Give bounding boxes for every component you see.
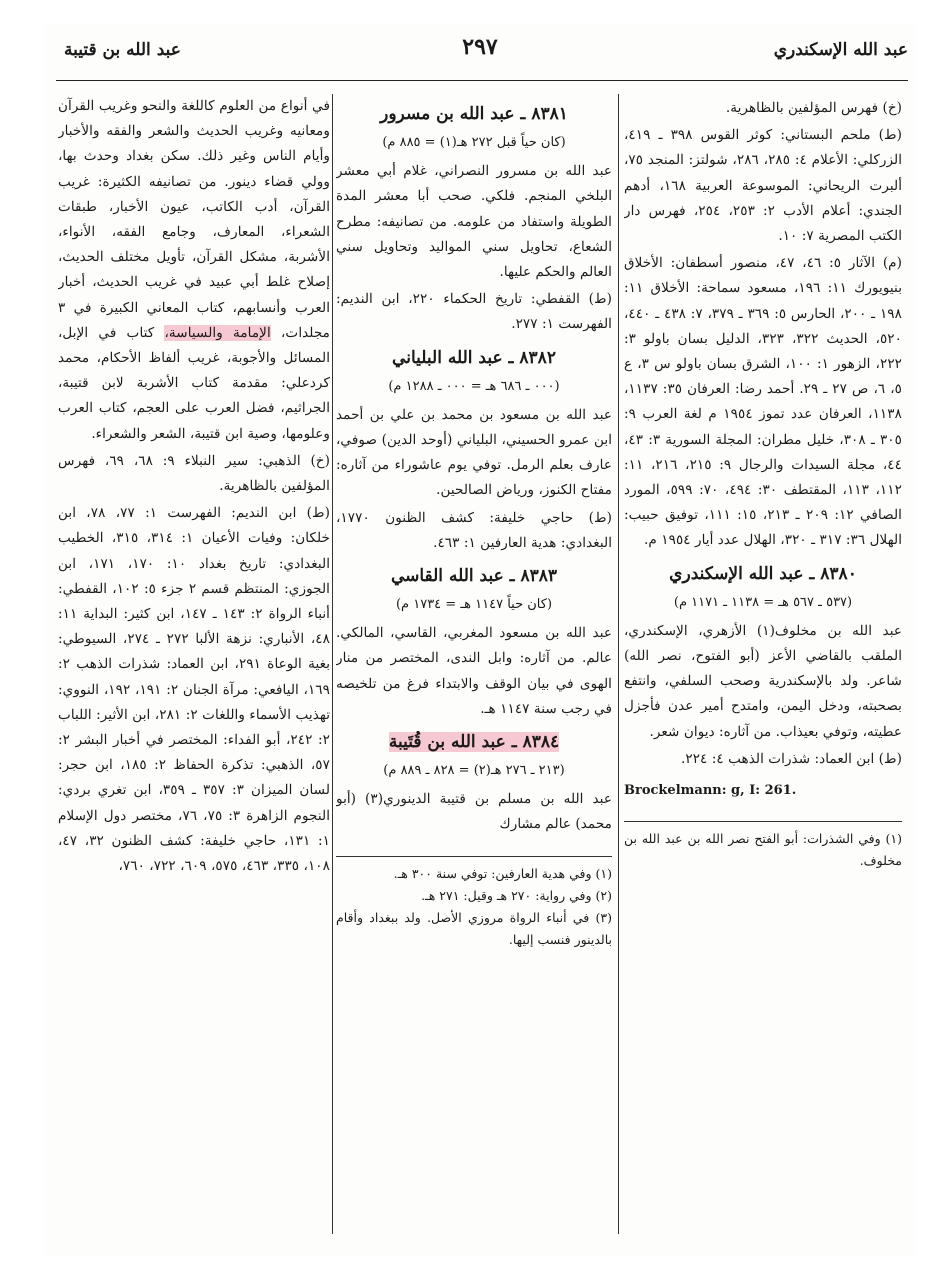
entry-title-8384	[336, 728, 612, 756]
entry-dates-8384: (٢١٣ ـ ٢٧٦ هـ(٢) = ٨٢٨ ـ ٨٨٩ م)	[383, 763, 565, 779]
entry-dates-8383: (كان حياً ١١٤٧ هـ = ١٧٣٤ م)	[395, 597, 553, 613]
column-left	[58, 94, 330, 1234]
footnote: (١) وفي هدية العارفين: توفي سنة ٣٠٠ هـ.	[393, 865, 612, 881]
entry-dates-8382: (٠٠٠ ـ ٦٨٦ هـ = ٠٠٠ ـ ١٢٨٨ م)	[388, 378, 560, 394]
header-rule	[56, 80, 908, 81]
column-middle	[336, 94, 612, 1234]
running-head-right: عبد الله الإسكندري	[773, 40, 908, 60]
reference-line: (ط) ملحم البستاني: كوثر القوس ٣٩٨ ـ ٤١٩، الزركلي: الأعلام ٤: ٢٨٥، ٢٨٦، شولتز: المنجد ٧٥، ألبرت الريحاني: الموسوعة العربية ١٦٨، أدهم الجندي: أعلام الأدب ٢: ٢٥٣، ٢٥٤، فهرس دار الكتب المصرية ٧: ١٠.	[624, 127, 902, 245]
entry-title-8380: ٨٣٨٠ ـ عبد الله الإسكندري	[669, 563, 857, 584]
page-number: ٢٩٧	[462, 34, 498, 60]
entry-body-8380: عبد الله بن مخلوف(١) الأزهري، الإسكندري، الملقب بالقاضي الأعز (أبو الفتوح، نصر الله) شاعر. ولد بالإسكندرية وصحب السلفي، وانتفع بصحبته، ودخل اليمن، وامتدح أمير عدن فأجزل عطيته، وتوفي بعيذاب. من آثاره: ديوان شعر.	[624, 622, 902, 740]
reference-line: (ط) حاجي خليفة: كشف الظنون ١٧٧٠، البغدادي: هدية العارفين ١: ٤٦٣.	[336, 509, 612, 551]
entry-title-8382: ٨٣٨٢ ـ عبد الله البلياني	[392, 347, 556, 368]
footnote: (١) وفي الشذرات: أبو الفتح نصر الله بن عبد الله بن مخلوف.	[624, 821, 902, 872]
entry-body-8382: عبد الله بن مسعود بن محمد بن علي بن أحمد ابن عمرو الحسيني، البلياني (أوحد الدين) صوفي، عارف بعلم الرمل. توفي يوم عاشوراء من آثاره: مفتاح الكنوز، ورياض الصالحين.	[336, 406, 612, 499]
footnote: (٢) وفي رواية: ٢٧٠ هـ وقيل: ٢٧١ هـ.	[421, 887, 612, 903]
column-divider	[618, 94, 619, 1234]
footnote: (٣) في أنباء الرواة مروزي الأصل. ولد ببغداد وأقام بالدينور فنسب إليها.	[336, 909, 612, 947]
body-text: كتاب في الإبل، المسائل والأجوبة، غريب ألفاظ الأحكام، محمد كردعلي: مقدمة كتاب الأشربة لابن قتيبة، الجراثيم، فضل العرب على العجم، كتاب العرب وعلومها، وصية ابن قتيبة، الشعر والشعراء.	[58, 324, 330, 442]
dictionary-page	[44, 24, 916, 1256]
running-head-left: عبد الله بن قتيبة	[64, 40, 181, 60]
column-right	[624, 94, 902, 1234]
reference-line: (ط) ابن النديم: الفهرست ١: ٧٧، ٧٨، ابن خلكان: وفيات الأعيان ١: ٣١٤، ٣١٥، الخطيب البغدادي: تاريخ بغداد ١٠: ١٧٠، ١٧١، ابن الجوزي: المنتظم قسم ٢ جزء ٥: ١٠٢، القفطي: أنباء الرواة ٢: ١٤٣ ـ ١٤٧، ابن كثير: البداية ١١: ٤٨، الأنباري: نزهة الألبا ٢٧٢ ـ ٢٧٤، السيوطي: بغية الوعاة ٢٩١، ابن العماد: شذرات الذهب ٢: ١٦٩، اليافعي: مرآة الجنان ٢: ١٩١، ١٩٢، النووي: تهذيب الأسماء واللغات ٢: ٢٨١، ابن الأثير: اللباب ٢: ٢٤٢، أبو الفداء: المختصر في أخبار البشر ٢: ٥٧، الذهبي: تذكرة الحفاظ ٢: ١٨٥، ابن حجر: لسان الميزان ٣: ٣٥٧ ـ ٣٥٩، ابن تغري بردي: النجوم الزاهرة ٣: ٧٥، ٧٦، مختصر دول الإسلام ١: ١٣١، حاجي خليفة: كشف الظنون ٣٢، ٤٧، ١٠٨، ٣٣٥، ٤٦٣، ٥٧٥، ٦٠٩، ٧٢٢، ٧٦٠،	[58, 505, 330, 875]
reference-line: (ط) القفطي: تاريخ الحكماء ٢٢٠، ابن النديم: الفهرست ١: ٢٧٧.	[336, 291, 612, 333]
column-divider	[332, 94, 333, 1234]
reference-line: (خ) الذهبي: سير النبلاء ٩: ٦٨، ٦٩، فهرس المؤلفين بالظاهرية.	[58, 452, 330, 495]
entry-body-8384-cont	[58, 94, 330, 447]
latin-reference: Brockelmann: g, I: 261.	[624, 783, 797, 799]
entry-dates-8380: (٥٣٧ ـ ٥٦٧ هـ = ١١٣٨ ـ ١١٧١ م)	[673, 594, 853, 610]
entry-title-8381: ٨٣٨١ ـ عبد الله بن مسرور	[380, 104, 568, 124]
entry-body-8381: عبد الله بن مسرور النصراني، غلام أبي معشر البلخي المنجم. فلكي. صحب أبا معشر المدة الطويلة واستفاد من علومه. من تصانيفه: مطرح الشعاع، تحاويل سني المواليد وتحاويل سني العالم والحكم عليها.	[336, 163, 612, 281]
reference-line: (خ) فهرس المؤلفين بالظاهرية.	[725, 100, 902, 116]
highlighted-title: ٨٣٨٤ ـ عبد الله بن قُتَيبة	[388, 732, 560, 753]
entry-body-8384: عبد الله بن مسلم بن قتيبة الدينوري(٣) (أبو محمد) عالم مشارك	[336, 791, 612, 833]
body-text: في أنواع من العلوم كاللغة والنحو وغريب القرآن ومعانيه وغريب الحديث والشعر والفقه والأخبار وأيام الناس وغير ذلك. سكن بغداد وحدث بها، وولي قضاء دينور. من تصانيفه الكثيرة: غريب القرآن، أدب الكاتب، عيون الأخبار، طبقات الشعراء، المعارف، وجامع الفقه، الأنواء، الأشربة، مشكل القرآن، تأويل مختلف الحديث، إصلاح غلط أبي عبيد في غريب الحديث، أخبار العرب وأنسابهم، كتاب المعاني الكبيرة في ٣ مجلدات،	[58, 98, 330, 341]
reference-line: (م) الآثار ٥: ٤٦، ٤٧، منصور أسطفان: الأخلاق بنيويورك ١١: ١٩٦، مسعود سماحة: الأخلاق ١١: ١٩٨ ـ ٢٠٠، الحارس ٥: ٣٦٩ ـ ٣٧٩، ٧: ٤٣٨ ـ ٤٤٠، ٥٢٠، الحديث ٣٢٢، ٣٢٣، الدليل بسان باولو ٣: ٢٢٢، الزهور ١: ١٠٠، الشرق بسان باولو س ٣، ع ٥، ٦، ص ٢٧ ـ ٢٩. أحمد رضا: العرفان ٣٥: ١١٣٧، ١١٣٨، العرفان عدد تموز ١٩٥٤ م لغة العرب ٩: ٣٠٥ ـ ٣٠٨، خليل مطران: المجلة السورية ٣: ٤٣، ٤٤، مجلة السيدات والرجال ٩: ٢١٥، ٢١٦، ١١: ١١٢، ١١٣، المقتطف ٣٠: ٤٩٤، ٧٠: ٥٩٩، المورد الصافي ١٢: ٢٠٩ ـ ٢١٣، ١٥: ١١١، توفيق حبيب: الهلال ٣٦: ٣١٧ ـ ٣٢٠، الهلال عدد أيار ١٩٥٤ م.	[624, 255, 902, 549]
entry-body-8383: عبد الله بن مسعود المغربي، القاسي، المالكي. عالم. من آثاره: وابل الندى، المختصر من منار الهوى في بيان الوقف والابتداء فرغ من تلخيصه في رجب سنة ١١٤٧ هـ.	[336, 625, 612, 717]
reference-line: (ط) ابن العماد: شذرات الذهب ٤: ٢٢٤.	[680, 750, 902, 767]
footnotes	[336, 856, 612, 951]
highlighted-text: الإمامة والسياسة،	[164, 324, 271, 341]
entry-dates-8381: (كان حياً قبل ٢٧٢ هـ(١) = ٨٨٥ م)	[382, 135, 566, 150]
entry-title-8383: ٨٣٨٣ ـ عبد الله القاسي	[390, 566, 558, 587]
